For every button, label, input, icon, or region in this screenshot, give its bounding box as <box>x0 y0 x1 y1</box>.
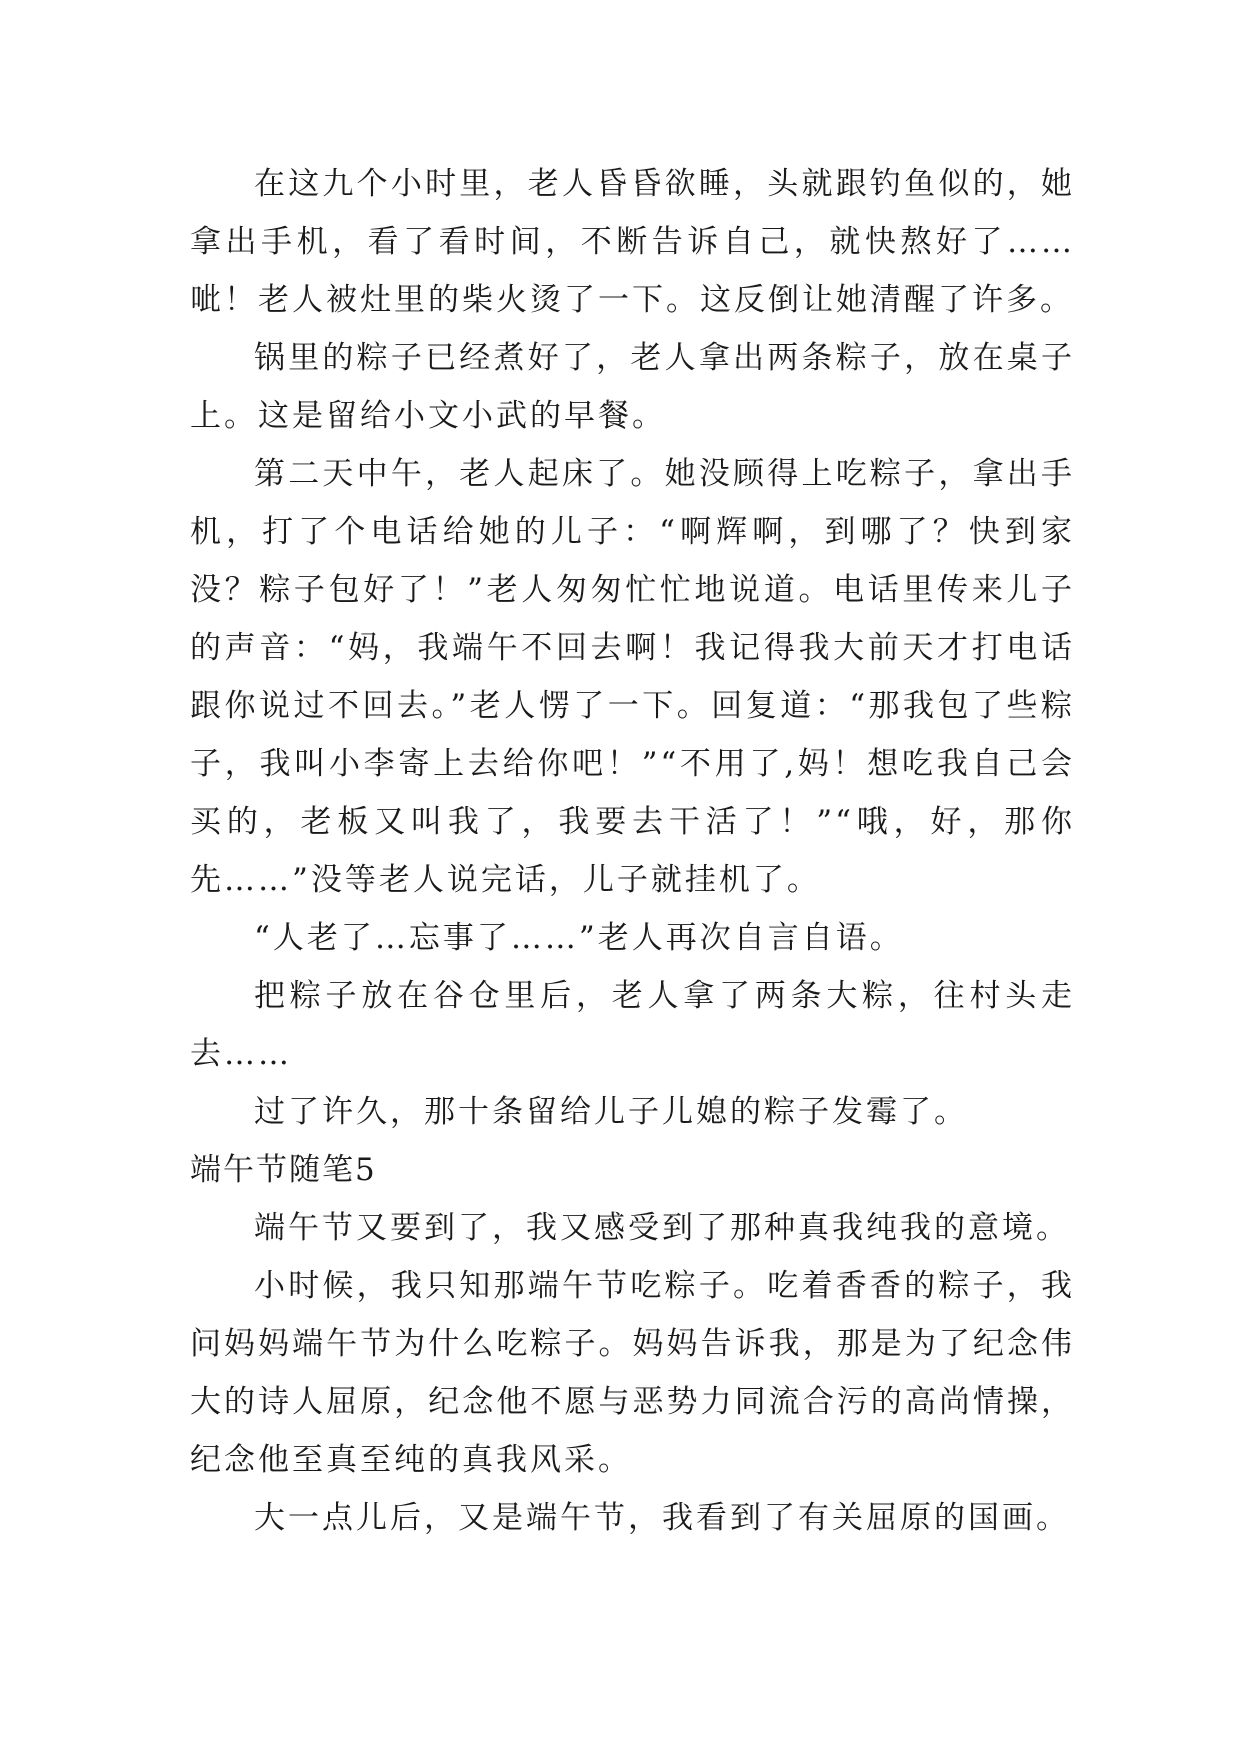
section-title: 端午节随笔5 <box>190 1152 377 1188</box>
paragraph: 过了许久，那十条留给儿子儿媳的粽子发霉了。 <box>254 1094 968 1130</box>
paragraph: 锅里的粽子已经煮好了，老人拿出两条粽子，放在桌子上。这是留给小文小武的早餐。 <box>190 340 1075 434</box>
paragraph: 端午节又要到了，我又感受到了那种真我纯我的意境。 <box>254 1210 1070 1246</box>
paragraph: 在这九个小时里，老人昏昏欲睡，头就跟钓鱼似的，她拿出手机，看了看时间，不断告诉自己，就快熬好了……呲！老人被灶里的柴火烫了一下。这反倒让她清醒了许多。 <box>190 166 1075 318</box>
document-body <box>190 155 1075 1547</box>
paragraph: 大一点儿后，又是端午节，我看到了有关屈原的国画。 <box>254 1500 1070 1536</box>
paragraph: 第二天中午，老人起床了。她没顾得上吃粽子，拿出手机，打了个电话给她的儿子：“啊辉啊，到哪了？快到家没？粽子包好了！”老人匆匆忙忙地说道。电话里传来儿子的声音：“妈，我端午不回去啊！我记得我大前天才打电话跟你说过不回去。”老人愣了一下。回复道：“那我包了些粽子，我叫小李寄上去给你吧！”“不用了,妈！想吃我自己会买的，老板又叫我了，我要去干活了！”“哦，好，那你先……”没等老人说完话，儿子就挂机了。 <box>190 456 1075 898</box>
paragraph: 小时候，我只知那端午节吃粽子。吃着香香的粽子，我问妈妈端午节为什么吃粽子。妈妈告诉我，那是为了纪念伟大的诗人屈原，纪念他不愿与恶势力同流合污的高尚情操，纪念他至真至纯的真我风采。 <box>190 1268 1075 1478</box>
paragraph: 把粽子放在谷仓里后，老人拿了两条大粽，往村头走去…… <box>190 978 1075 1072</box>
paragraph: “人老了…忘事了……”老人再次自言自语。 <box>254 920 904 956</box>
